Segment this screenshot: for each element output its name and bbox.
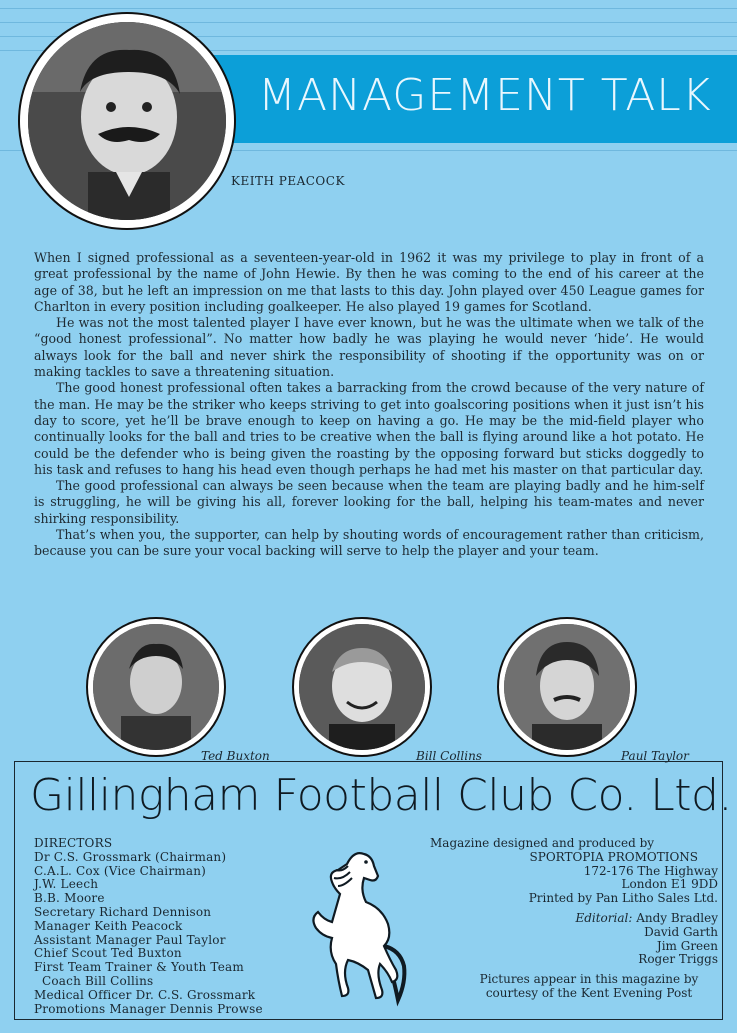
club-name: Gillingham Football Club Co. Ltd.: [30, 770, 732, 821]
page-title: MANAGEMENT TALK: [258, 70, 712, 121]
article-body: [34, 250, 704, 560]
staff-caption: Bill Collins: [416, 749, 482, 763]
production-credits: [430, 837, 718, 1001]
top-rule: [0, 8, 737, 9]
directors-item: B.B. Moore: [34, 891, 105, 906]
staff-photo-bill-collins: [292, 617, 432, 757]
directors-item: Coach Bill Collins: [42, 973, 154, 988]
credits-line: Magazine designed and produced by: [430, 836, 655, 850]
directors-item: Medical Officer Dr. C.S. Grossmark: [34, 987, 256, 1002]
directors-item: Assistant Manager Paul Taylor: [34, 932, 226, 947]
author-name: KEITH PEACOCK: [231, 174, 345, 188]
staff-photo-image: [93, 624, 219, 750]
directors-item: Manager Keith Peacock: [34, 918, 183, 933]
directors-item: J.W. Leech: [34, 877, 99, 892]
editorial-label: Editorial:: [575, 910, 633, 925]
article-paragraph: The good professional can always be seen because when the team are playing badly and he him-self is struggling, he will be giving his all, forever looking for the ball, helping his team-mates and never shirking responsibility.: [34, 478, 704, 526]
article-paragraph: The good honest professional often takes a barracking from the crowd because of the very nature of the man. He may be the striker who keeps striving to get into goalscoring positions when it just isn’t his day to score, yet he’ll be brave enough to keep on having a go. He may be the mid-field player who continually looks for the ball and tries to be creative when the ball is flying around like a hot potato. He could be the defender who is being given the roasting by the opposing forward but sticks doggedly to his task and refuses to hang his head even though perhaps he had met his master on that particular day.: [34, 380, 704, 477]
directors-item: Dr C.S. Grossmark (Chairman): [34, 849, 227, 864]
manager-portrait: [18, 12, 236, 230]
directors-item: First Team Trainer & Youth Team: [34, 960, 244, 975]
editorial-name: Jim Green: [656, 938, 718, 953]
credits-line: 172-176 The Highway: [583, 863, 718, 878]
editorial-line: [430, 912, 718, 926]
editorial-name: Roger Triggs: [638, 952, 718, 967]
credits-line: London E1 9DD: [621, 877, 718, 892]
staff-photo-image: [504, 624, 630, 750]
directors-item: Chief Scout Ted Buxton: [34, 946, 182, 961]
staff-photo-ted-buxton: [86, 617, 226, 757]
directors-heading: DIRECTORS: [34, 836, 113, 850]
editorial-name: Andy Bradley: [636, 910, 718, 925]
article-paragraph: He was not the most talented player I have ever known, but he was the ultimate when we talk of the “good honest professional”. No matter how badly he was playing he would never ‘hide’. He would always look for the ball and never shirk the responsibility of shooting if the opportunity was on or making tackles to save a threatening situation.: [34, 315, 704, 380]
editorial-name: David Garth: [644, 924, 718, 939]
white-horse-logo-icon: [292, 842, 417, 1012]
directors-item: Promotions Manager Dennis Prowse: [34, 1001, 263, 1016]
credits-line: Printed by Pan Litho Sales Ltd.: [528, 891, 718, 906]
staff-photo-image: [299, 624, 425, 750]
credits-line: SPORTOPIA PROMOTIONS: [529, 849, 698, 864]
directors-item: C.A.L. Cox (Vice Chairman): [34, 863, 207, 878]
staff-caption: Ted Buxton: [201, 749, 270, 763]
pictures-note: courtesy of the Kent Evening Post: [485, 985, 693, 1000]
staff-photo-paul-taylor: [497, 617, 637, 757]
pictures-note: Pictures appear in this magazine by: [479, 972, 699, 987]
directors-list: [34, 837, 314, 1016]
article-paragraph: When I signed professional as a seventeen-year-old in 1962 it was my privilege to play in front of a great professional by the name of John Hewie. By then he was coming to the end of his career at the age of 38, but he left an impression on me that lasts to this day. John played over 450 League games for Charlton in every position including goalkeeper. He also played 19 games for Scotland.: [34, 250, 704, 314]
manager-photo-image: [28, 22, 226, 220]
directors-item: Secretary Richard Dennison: [34, 904, 212, 919]
staff-caption: Paul Taylor: [621, 749, 689, 763]
article-paragraph: That’s when you, the supporter, can help by shouting words of encouragement rather than criticism, because you can be sure your vocal backing will serve to help the player and your team.: [34, 527, 704, 559]
